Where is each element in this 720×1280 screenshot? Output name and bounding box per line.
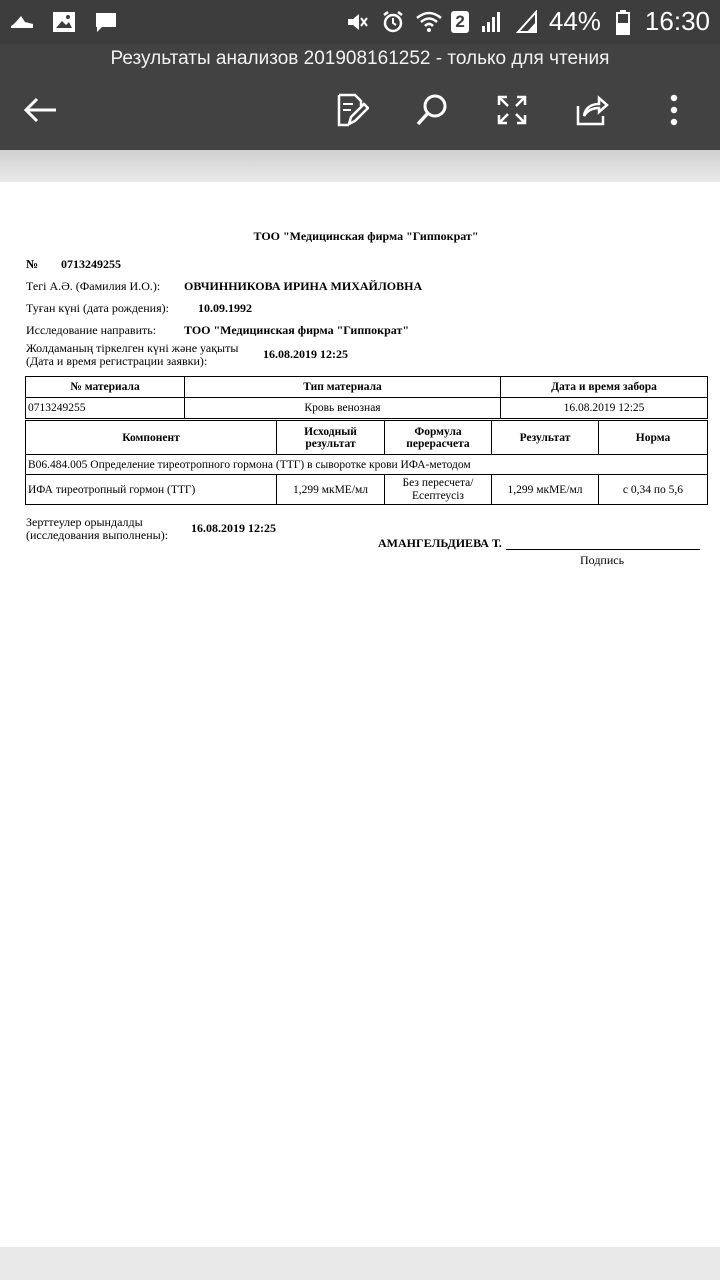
more-icon bbox=[669, 94, 679, 131]
name-label: Тегі А.Ә. (Фамилия И.О.): bbox=[26, 279, 161, 293]
material-header-type: Тип материала bbox=[185, 377, 501, 398]
signature-line bbox=[506, 549, 700, 550]
material-date: 16.08.2019 12:25 bbox=[501, 398, 708, 419]
signal-icon bbox=[477, 8, 505, 36]
formula-cell bbox=[385, 475, 492, 505]
material-header-date: Дата и время забора bbox=[501, 377, 708, 398]
results-table bbox=[25, 420, 708, 505]
done-label-2: (исследования выполнены): bbox=[26, 528, 169, 542]
dob-label: Туған күні (дата рождения): bbox=[26, 301, 169, 315]
edit-icon bbox=[335, 92, 369, 133]
search-button[interactable] bbox=[410, 90, 454, 134]
signal-icon-2 bbox=[513, 8, 541, 36]
referrer-label: Исследование направить: bbox=[26, 323, 157, 337]
name-value: ОВЧИННИКОВА ИРИНА МИХАЙЛОВНА bbox=[184, 279, 423, 293]
number-value: 0713249255 bbox=[61, 257, 121, 271]
message-icon bbox=[92, 8, 120, 36]
battery-icon bbox=[609, 8, 637, 36]
result-cell: 1,299 мкМЕ/мл bbox=[492, 475, 599, 505]
back-arrow-icon bbox=[22, 96, 58, 129]
formula-line-2: Есептеусіз bbox=[412, 489, 464, 502]
formula-line-1: Без пересчета/ bbox=[402, 476, 474, 489]
mute-icon bbox=[343, 8, 371, 36]
table-row bbox=[26, 475, 708, 505]
edit-button[interactable] bbox=[330, 90, 374, 134]
toolbar-shadow bbox=[0, 150, 720, 182]
back-button[interactable] bbox=[18, 90, 62, 134]
share-button[interactable] bbox=[570, 90, 614, 134]
status-bar bbox=[0, 0, 720, 44]
battery-percent: 44% bbox=[548, 6, 601, 36]
reg-value: 16.08.2019 12:25 bbox=[263, 347, 348, 361]
results-header-component: Компонент bbox=[26, 421, 277, 455]
number-label: № bbox=[26, 257, 39, 271]
done-value: 16.08.2019 12:25 bbox=[191, 521, 276, 535]
dob-value: 10.09.1992 bbox=[198, 301, 252, 315]
results-header-norm: Норма bbox=[599, 421, 708, 455]
alarm-icon bbox=[379, 8, 407, 36]
more-button[interactable] bbox=[652, 90, 696, 134]
document-title: Результаты анализов 201908161252 - только для чтения bbox=[110, 48, 610, 69]
share-icon bbox=[575, 94, 609, 131]
material-header-number: № материала bbox=[26, 377, 185, 398]
reg-label-2: (Дата и время регистрации заявки): bbox=[26, 354, 208, 368]
material-type: Кровь венозная bbox=[185, 398, 501, 419]
source-result-cell: 1,299 мкМЕ/мл bbox=[277, 475, 385, 505]
results-header-result: Результат bbox=[492, 421, 599, 455]
app-toolbar bbox=[0, 44, 720, 150]
notification-icon bbox=[8, 8, 36, 36]
clock: 16:30 bbox=[644, 6, 710, 36]
material-number: 0713249255 bbox=[26, 398, 185, 419]
document-header: ТОО "Медицинская фирма "Гиппократ" bbox=[253, 229, 479, 243]
gallery-icon bbox=[50, 8, 78, 36]
signer-name: АМАНГЕЛЬДИЕВА Т. bbox=[378, 536, 502, 550]
wifi-icon bbox=[415, 8, 443, 36]
component-cell: ИФА тиреотропный гормон (ТТГ) bbox=[26, 475, 277, 505]
referrer-value: ТОО "Медицинская фирма "Гиппократ" bbox=[184, 323, 410, 337]
norm-cell: с 0,34 по 5,6 bbox=[599, 475, 708, 505]
document-page[interactable] bbox=[0, 182, 720, 1247]
fullscreen-button[interactable] bbox=[490, 90, 534, 134]
material-table bbox=[25, 376, 708, 419]
reg-label-1: Жолдаманың тіркелген күні және уақыты bbox=[26, 341, 239, 355]
search-icon bbox=[415, 93, 449, 132]
signature-caption: Подпись bbox=[580, 553, 625, 567]
fullscreen-icon bbox=[496, 94, 528, 131]
results-header-formula: Формула перерасчета bbox=[385, 421, 492, 455]
sim-badge: 2 bbox=[451, 11, 468, 33]
done-label-1: Зерттеулер орындалды bbox=[26, 515, 143, 529]
test-group-row: B06.484.005 Определение тиреотропного гормона (ТТГ) в сыворотке крови ИФА-методом bbox=[26, 455, 708, 475]
results-header-source: Исходный результат bbox=[277, 421, 385, 455]
